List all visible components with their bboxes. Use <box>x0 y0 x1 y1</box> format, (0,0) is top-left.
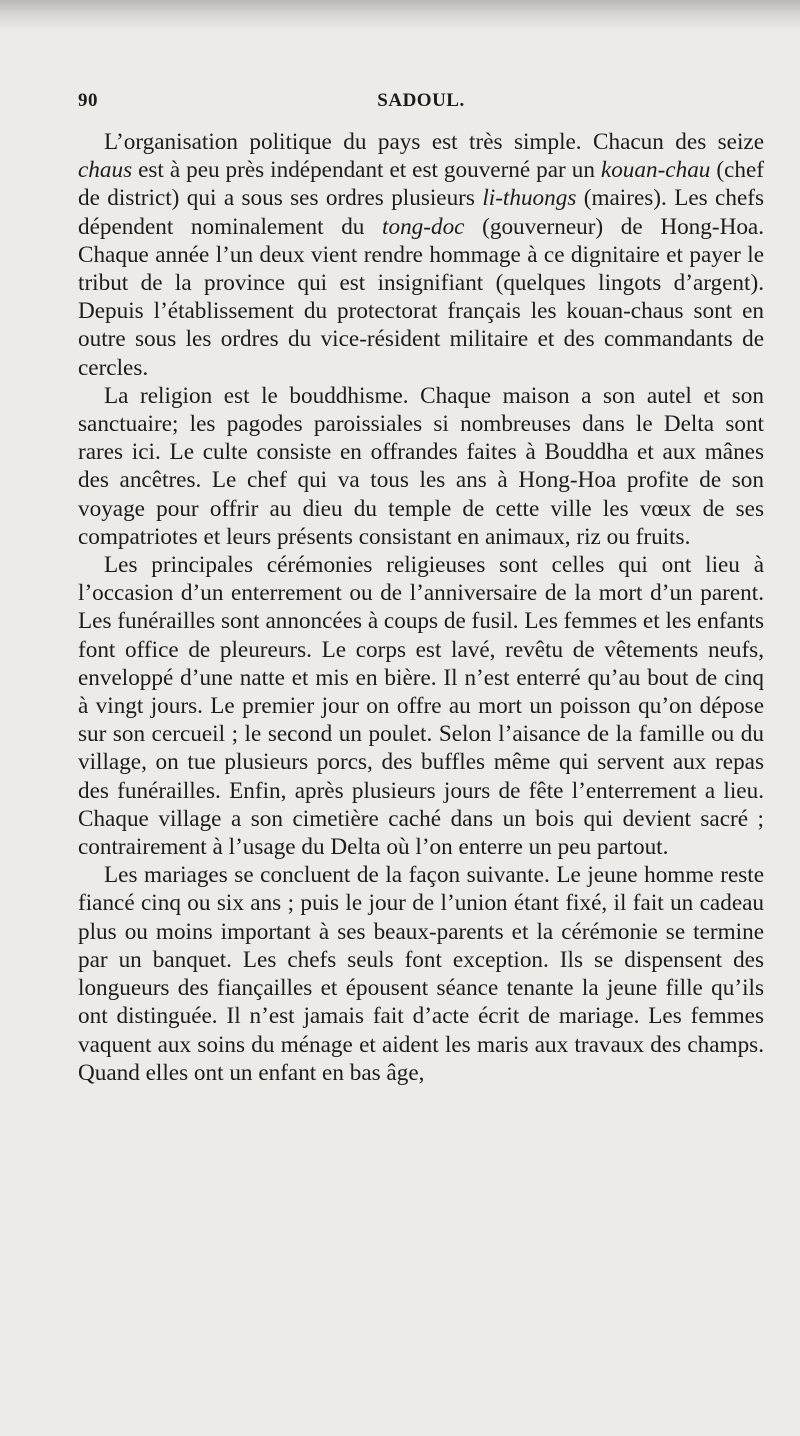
page-number: 90 <box>78 90 98 111</box>
paragraph-mariages: Les mariages se concluent de la façon suivante. Le jeune homme reste fiancé cinq ou six ans ; puis le jour de l’union étant fixé, il fait un cadeau plus ou moins important à ses beaux-parents et la cérémonie se termine par un banquet. Les chefs seuls font exception. Ils se dispensent des longueurs des fiançailles et épousent séance tenante la jeune fille qu’ils ont distinguée. Il n’est jamais fait d’acte écrit de mariage. Les femmes vaquent aux soins du ménage et aident les maris aux travaux des champs. Quand elles ont un enfant en bas âge, <box>78 862 764 1086</box>
page-edge-shadow <box>0 0 800 30</box>
italic-term: kouan-chau <box>600 157 711 184</box>
italic-term: tong-doc <box>382 213 465 240</box>
paragraph-politique: L’organisation politique du pays est très simple. Chacun des seize chaus est à peu près indépendant et est gouverné par un kouan-chau (chef de district) qui a sous ses ordres plusieurs li-thuongs (maires). Les chefs dépendent nominalement du tong-doc (gouverneur) de Hong-Hoa. Chaque année l’un deux vient rendre hommage à ce dignitaire et payer le tribut de la province qui est insignifiant (quelques lingots d’argent). Depuis l’établissement du protectorat français les kouan-chaus sont en outre sous les ordres du vice-résident militaire et des commandants de cercles. <box>78 129 764 381</box>
italic-term: li-thuongs <box>482 185 577 212</box>
paragraph-ceremonies: Les principales cérémonies religieuses sont celles qui ont lieu à l’occasion d’un enterrement ou de l’anniversaire de la mort d’un parent. Les funérailles sont annoncées à coups de fusil. Les femmes et les enfants font office de pleureurs. Le corps est lavé, revêtu de vêtements neufs, enveloppé d’une natte et mis en bière. Il n’est enterré qu’au bout de cinq à vingt jours. Le premier jour on offre au mort un poisson qu’on dépose sur son cercueil ; le second un poulet. Selon l’aisance de la famille ou du village, on tue plusieurs porcs, des buffles même qui servent aux repas des funérailles. Enfin, après plusieurs jours de fête l’enterrement a lieu. Chaque village a son cimetière caché dans un bois qui devient sacré ; contrairement à l’usage du Delta où l’on enterre un peu partout. <box>78 552 764 861</box>
document-page <box>78 88 764 1087</box>
italic-term: chaus <box>78 157 133 184</box>
running-title: SADOUL. <box>377 90 465 111</box>
paragraph-religion: La religion est le bouddhisme. Chaque maison a son autel et son sanctuaire; les pagodes paroissiales si nombreuses dans le Delta sont rares ici. Le culte consiste en offrandes faites à Bouddha et aux mânes des ancêtres. Le chef qui va tous les ans à Hong-Hoa profite de son voyage pour offrir au dieu du temple de cette ville les vœux de ses compatriotes et leurs présents consistant en animaux, riz ou fruits. <box>78 382 764 550</box>
running-head <box>78 88 764 118</box>
body-text <box>78 128 764 1087</box>
